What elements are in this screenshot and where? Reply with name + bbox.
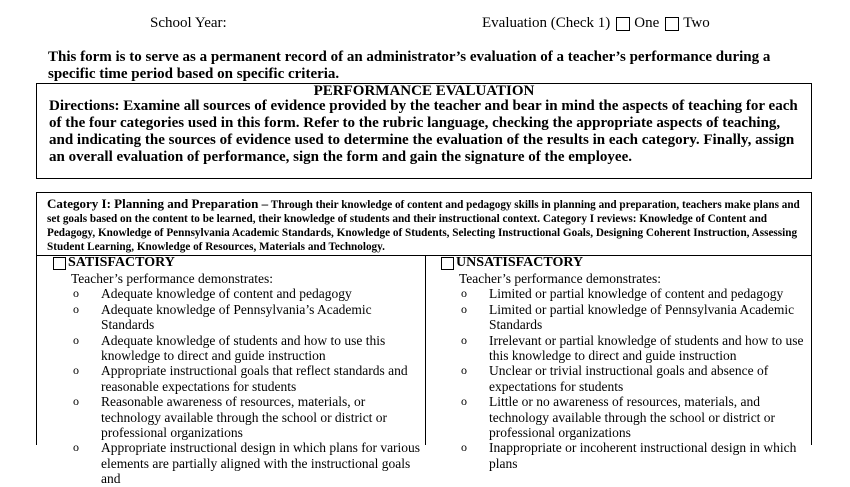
list-item — [437, 333, 809, 364]
list-item-text: Irrelevant or partial knowledge of students and how to use this knowledge to direct and guide instruction — [489, 332, 804, 364]
list-item-text: Limited or partial knowledge of Pennsylvania Academic Standards — [489, 301, 795, 333]
list-item-text: Little or no awareness of resources, materials, and technology available through the school or district or professional organizations — [489, 394, 776, 441]
unsatisfactory-checkbox[interactable] — [441, 257, 454, 270]
list-item — [437, 302, 809, 333]
list-item — [49, 333, 421, 364]
bullet-icon: o — [73, 286, 79, 301]
bullet-icon: o — [461, 301, 467, 316]
bullet-icon: o — [73, 440, 79, 455]
list-item — [49, 302, 421, 333]
bullet-icon: o — [73, 301, 79, 316]
list-item — [437, 286, 809, 301]
bullet-icon: o — [461, 394, 467, 409]
list-item — [49, 286, 421, 301]
list-item — [49, 440, 421, 486]
unsatisfactory-column — [437, 255, 809, 471]
list-item — [49, 363, 421, 394]
category-lead: Category I: Planning and Preparation – — [47, 196, 269, 211]
performance-title: PERFORMANCE EVALUATION — [313, 83, 535, 99]
satisfactory-intro: Teacher’s performance demonstrates: — [71, 271, 273, 286]
column-divider — [425, 255, 426, 445]
satisfactory-heading — [49, 255, 421, 271]
satisfactory-checkbox[interactable] — [53, 257, 66, 270]
list-item-text: Reasonable awareness of resources, materials, or technology available through the school or district or professional organizations — [101, 394, 388, 441]
unsatisfactory-intro: Teacher’s performance demonstrates: — [459, 271, 661, 286]
evaluation-check — [482, 15, 710, 32]
list-item-text: Adequate knowledge of content and pedagogy — [101, 286, 352, 302]
satisfactory-column — [49, 255, 421, 487]
category-text: Through their knowledge of content and pedagogy skills in planning and preparation, teachers make plans and set goals based on the content to be learned, their knowledge of students and their instructional context. Category I reviews: Knowledge of Content and Pedagogy, Knowledge of Pennsylvania Academic Standards, Knowledge of Students, Selecting Instructional Goals, Designing Coherent Instruction, Assessing Student Learning, Knowledge of Resources, Materials and Technology. — [47, 199, 800, 253]
evaluation-label: Evaluation (Check 1) — [482, 15, 611, 31]
bullet-icon: o — [73, 332, 79, 347]
category-description — [47, 197, 807, 254]
unsatisfactory-heading — [437, 255, 809, 271]
checkbox-two[interactable] — [665, 17, 679, 31]
option-one-label: One — [634, 15, 660, 31]
list-item — [437, 440, 809, 471]
school-year-label: School Year: — [150, 15, 227, 31]
satisfactory-list — [49, 286, 421, 486]
list-item-text: Adequate knowledge of students and how to use this knowledge to direct and guide instruction — [101, 332, 386, 364]
list-item — [437, 363, 809, 394]
bullet-icon: o — [461, 286, 467, 301]
intro-text: This form is to serve as a permanent record of an administrator’s evaluation of a teacher’s performance during a specific time period based on specific criteria. — [48, 49, 771, 82]
bullet-icon: o — [73, 363, 79, 378]
category-box — [36, 192, 812, 487]
performance-evaluation-box — [36, 83, 812, 179]
list-item-text: Unclear or trivial instructional goals and absence of expectations for students — [489, 363, 769, 394]
list-item-text: Appropriate instructional goals that reflect standards and reasonable expectations for students — [101, 363, 408, 394]
checkbox-one[interactable] — [616, 17, 630, 31]
unsatisfactory-label: UNSATISFACTORY — [456, 255, 584, 271]
bullet-icon: o — [461, 332, 467, 347]
list-item — [49, 394, 421, 440]
list-item — [437, 394, 809, 440]
list-item-text: Limited or partial knowledge of content and pedagogy — [489, 286, 784, 302]
list-item-text: Adequate knowledge of Pennsylvania’s Academic Standards — [101, 301, 372, 333]
bullet-icon: o — [73, 394, 79, 409]
satisfactory-label: SATISFACTORY — [68, 255, 175, 271]
bullet-icon: o — [461, 363, 467, 378]
unsatisfactory-list — [437, 286, 809, 471]
list-item-text: Appropriate instructional design in which plans for various elements are partially aligned with the instructional goals and — [101, 440, 421, 487]
list-item-text: Inappropriate or incoherent instructional design in which plans — [489, 440, 797, 471]
bullet-icon: o — [461, 440, 467, 455]
directions-text: Directions: Examine all sources of evidence provided by the teacher and bear in mind the aspects of teaching for each of the four categories used in this form. Refer to the rubric language, checking the appropriate aspects of teaching, and indicating the sources of evidence used to determine the evaluation of the results in each category. Finally, assign an overall evaluation of performance, sign the form and gain the signature of the employee. — [49, 98, 798, 165]
option-two-label: Two — [683, 15, 710, 31]
